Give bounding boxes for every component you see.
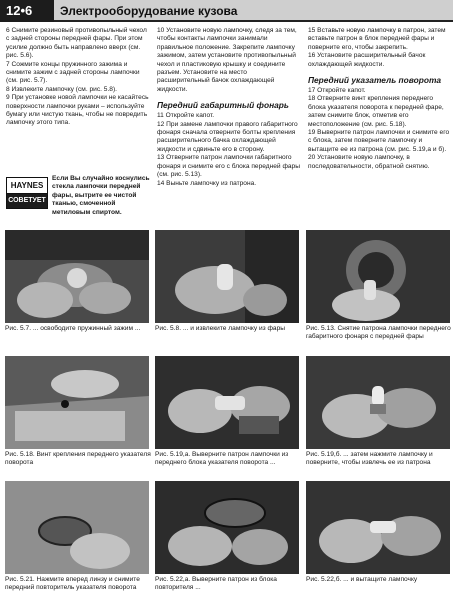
haynes-tip-box xyxy=(6,175,150,223)
paragraph: 15 Вставьте новую лампочку в патрон, затем вставьте патрон в блок передней фары и поверните его, чтобы закрепить. xyxy=(308,27,446,51)
text-column-1 xyxy=(6,27,150,128)
photo-fig-5-18 xyxy=(5,356,149,449)
photo-fig-5-7 xyxy=(5,230,149,323)
caption-fig-5-22b: Рис. 5.22,б. ... и вытащите лампочку xyxy=(306,576,418,583)
text-column-2 xyxy=(157,27,301,188)
page-number: 12•6 xyxy=(0,0,54,22)
paragraph: 12 При замене лампочки правого габаритного фонаря сначала отверните болты крепления расширительного бачка охлаждающей жидкости и сдвиньте его в сторону. xyxy=(157,120,298,153)
caption-fig-5-19b: Рис. 5.19,б. ... затем нажмите лампочку и поверните, чтобы извлечь ее из патрона xyxy=(306,451,433,467)
section-heading: Передний габаритный фонарь xyxy=(157,100,289,111)
caption-fig-5-22a: Рис. 5.22,а. Выверните патрон из блока повторителя ... xyxy=(155,576,277,592)
caption-fig-5-18: Рис. 5.18. Винт крепления переднего указателя поворота xyxy=(5,451,151,467)
photo-fig-5-22a xyxy=(155,481,299,574)
paragraph: 18 Отверните винт крепления переднего блока указателя поворота к передней фаре, затем снимите блок, отметив его местоположение (см. рис. 5.18). xyxy=(308,95,444,128)
caption-fig-5-8: Рис. 5.8. ... и извлеките лампочку из фары xyxy=(155,325,286,332)
paragraph: 19 Выверните патрон лампочки и снимите его с блока, затем поверните лампочку и вытащите ее из патрона (см. рис. 5.19,а и б). xyxy=(308,129,450,153)
photo-fig-5-8 xyxy=(155,230,299,323)
paragraph: 8 Извлеките лампочку (см. рис. 5.8). xyxy=(6,85,117,93)
paragraph: 20 Установите новую лампочку, в последовательности, обратной снятию. xyxy=(308,154,430,170)
paragraph: 17 Откройте капот. xyxy=(308,87,366,95)
paragraph: 16 Установите расширительный бачок охлаждающей жидкости. xyxy=(308,52,426,68)
page-header xyxy=(0,0,453,22)
tip-text: Если Вы случайно коснулись стекла лампочки передней фары, вытрите ее чистой тканью, смоченной метиловым спиртом. xyxy=(52,175,150,216)
photo-fig-5-19b xyxy=(306,356,450,449)
paragraph: 13 Отверните патрон лампочки габаритного фонаря и снимите его с блока передней фары (см. рис. 5.13). xyxy=(157,154,300,179)
chapter-title: Электрооборудование кузова xyxy=(60,4,238,18)
photo-fig-5-19a xyxy=(155,356,299,449)
paragraph: 6 Снимите резиновый противопыльный чехол с задней стороны передней фары. При этом усилие должно быть направлено вверх (см. рис. 5.6). xyxy=(6,27,147,60)
haynes-logo-top: HAYNES xyxy=(7,178,47,194)
section-heading: Передний указатель поворота xyxy=(308,75,442,86)
photo-fig-5-22b xyxy=(306,481,450,574)
caption-fig-5-21: Рис. 5.21. Нажмите вперед линзу и снимите передний повторитель указателя поворота xyxy=(5,576,140,592)
haynes-logo xyxy=(6,177,48,209)
paragraph: 9 При установке новой лампочки не касайтесь поверхности лампочки руками – используйте бумагу или чистую ткань, чтобы не повредить лампочку этого типа. xyxy=(6,94,149,127)
caption-fig-5-19a: Рис. 5.19,а. Выверните патрон лампочки из переднего блока указателя поворота ... xyxy=(155,451,289,467)
photo-fig-5-13 xyxy=(306,230,450,323)
haynes-logo-bottom: СОВЕТУЕТ xyxy=(7,194,47,208)
caption-fig-5-7: Рис. 5.7. ... освободите пружинный зажим ... xyxy=(5,325,141,332)
paragraph: 14 Выньте лампочку из патрона. xyxy=(157,179,257,187)
paragraph: 10 Установите новую лампочку, следя за тем, чтобы контакты лампочки занимали правильное положение. Закрепите лампочку зажимом, затем установите противопыльный чехол и пластиковую крышку и соедините разъем. Установите на место расширительный бачок охлаждающей жидкости. xyxy=(157,27,297,93)
caption-fig-5-13: Рис. 5.13. Снятие патрона лампочки переднего габаритного фонаря с передней фары xyxy=(306,325,451,341)
paragraph: 7 Сожмите концы пружинного зажима и снимите зажим с задней стороны лампочки (см. рис. 5.7). xyxy=(6,60,140,85)
paragraph: 11 Откройте капот. xyxy=(157,112,215,120)
text-column-3 xyxy=(308,27,452,171)
photo-fig-5-21 xyxy=(5,481,149,574)
